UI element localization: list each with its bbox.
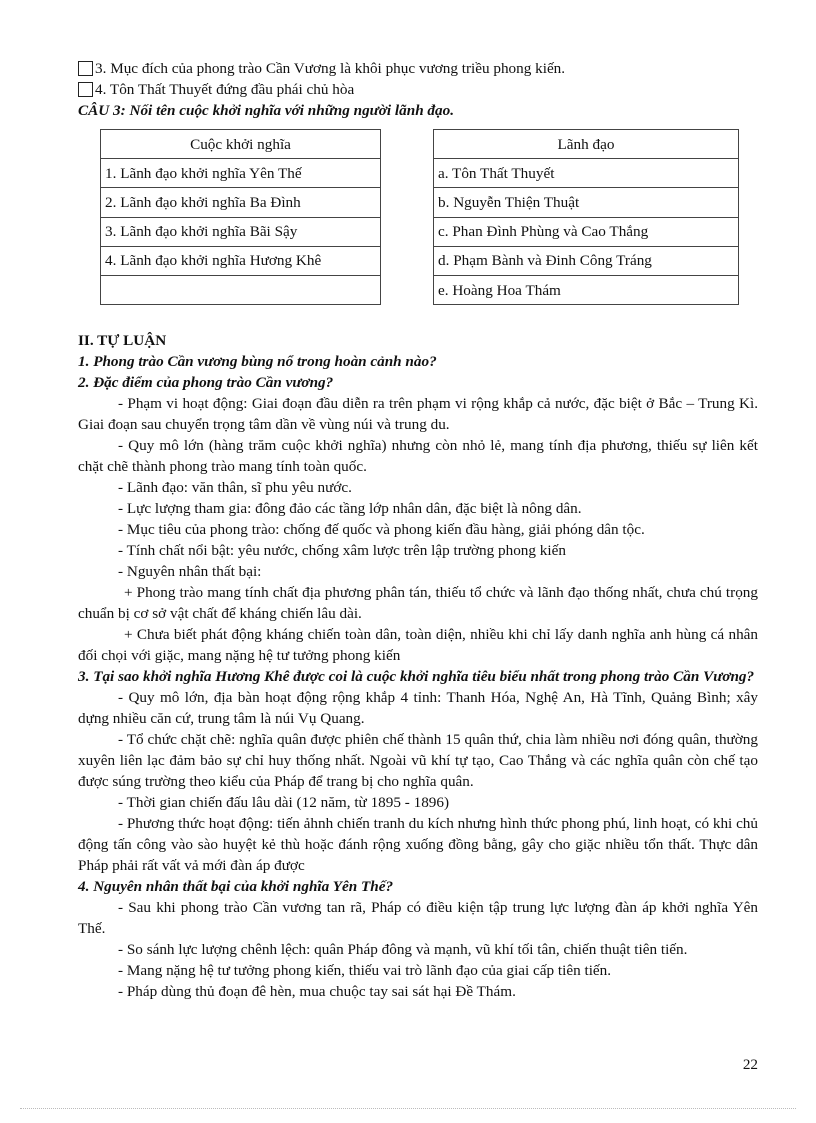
leader-row: c. Phan Đình Phùng và Cao Thắng [434, 217, 739, 246]
option-4 [78, 79, 758, 100]
leader-header: Lãnh đạo [434, 130, 739, 159]
page-number: 22 [742, 1056, 758, 1073]
essay-question-1: 1. Phong trào Cần vương bùng nổ trong hoàn cảnh nào? [78, 353, 437, 370]
answer-paragraph: - Lực lượng tham gia: đông đảo các tầng lớp nhân dân, đặc biệt là nông dân. [118, 500, 582, 517]
uprising-table [100, 129, 381, 305]
question-3-title: CÂU 3: Nối tên cuộc khởi nghĩa với những người lãnh đạo. [78, 102, 455, 119]
answer-paragraph: - Thời gian chiến đấu lâu dài (12 năm, từ 1895 - 1896) [118, 794, 450, 811]
document-page [78, 58, 758, 1002]
matching-tables [78, 121, 758, 313]
answer-paragraph: - Lãnh đạo: văn thân, sĩ phu yêu nước. [118, 479, 352, 496]
uprising-row: 2. Lãnh đạo khởi nghĩa Ba Đình [101, 188, 381, 217]
leader-row: e. Hoàng Hoa Thám [434, 275, 739, 304]
answer-paragraph: - Sau khi phong trào Cần vương tan rã, Pháp có điều kiện tập trung lực lượng đàn áp khởi nghĩa Yên Thế. [78, 899, 758, 937]
answer-paragraph: - Mang nặng hệ tư tưởng phong kiến, thiếu vai trò lãnh đạo của giai cấp tiên tiến. [118, 962, 612, 979]
essay-question-3: 3. Tại sao khởi nghĩa Hương Khê được coi là cuộc khởi nghĩa tiêu biểu nhất trong phong trào Cần Vương? [78, 668, 755, 685]
leader-row: a. Tôn Thất Thuyết [434, 159, 739, 188]
answer-paragraph: - Tính chất nổi bật: yêu nước, chống xâm lược trên lập trường phong kiến [118, 542, 566, 559]
answer-paragraph: - Mục tiêu của phong trào: chống đế quốc và phong kiến đầu hàng, giải phóng dân tộc. [118, 521, 645, 538]
uprising-row: 4. Lãnh đạo khởi nghĩa Hương Khê [101, 246, 381, 275]
leader-table [433, 129, 739, 305]
answer-paragraph: + Phong trào mang tính chất địa phương phân tán, thiếu tổ chức và lãnh đạo thống nhất, chưa chú trọng chuẩn bị cơ sở vật chất để kháng chiến lâu dài. [78, 584, 758, 622]
answer-paragraph: - Phạm vi hoạt động: Giai đoạn đầu diễn ra trên phạm vi rộng khắp cả nước, đặc biệt ở Bắc – Trung Kì. Giai đoạn sau chuyển trọng tâm dần về vùng núi và trung du. [78, 395, 758, 433]
answer-paragraph: - Tổ chức chặt chẽ: nghĩa quân được phiên chế thành 15 quân thứ, chia làm nhiều nơi đóng quân, thường xuyên liên lạc đảm bảo sự chỉ huy thống nhất. Ngoài vũ khí tự tạo, Cao Thắng và các nghĩa quân còn chế tạo được súng trường theo kiểu của Pháp để trang bị cho nghĩa quân. [78, 731, 758, 790]
checkbox-option-3[interactable] [78, 61, 93, 76]
checkbox-option-4[interactable] [78, 82, 93, 97]
footer-divider [20, 1108, 796, 1109]
answer-paragraph: - So sánh lực lượng chênh lệch: quân Pháp đông và mạnh, vũ khí tối tân, chiến thuật tiên tiến. [118, 941, 688, 958]
leader-row: d. Phạm Bành và Đinh Công Tráng [434, 246, 739, 275]
uprising-header: Cuộc khởi nghĩa [101, 130, 381, 159]
option-4-text: 4. Tôn Thất Thuyết đứng đầu phái chủ hòa [95, 81, 355, 98]
answer-paragraph: - Phương thức hoạt động: tiến ảhnh chiến tranh du kích nhưng hình thức phong phú, linh hoạt, có khi chủ động tấn công vào sào huyệt kẻ thù hoặc đánh rộng xuống đồng bằng, gây cho giặc nhiều tổn thất. Thực dân Pháp phải rất vất vả mới đàn áp được [78, 815, 758, 874]
option-3-text: 3. Mục đích của phong trào Cần Vương là khôi phục vương triều phong kiến. [95, 60, 566, 77]
leader-row: b. Nguyễn Thiện Thuật [434, 188, 739, 217]
essay-question-2: 2. Đặc điểm của phong trào Cần vương? [78, 374, 334, 391]
section-title: II. TỰ LUẬN [78, 332, 167, 349]
uprising-row: 3. Lãnh đạo khởi nghĩa Bãi Sậy [101, 217, 381, 246]
essay-question-4: 4. Nguyên nhân thất bại của khởi nghĩa Yên Thế? [78, 878, 394, 895]
answer-paragraph: - Pháp dùng thủ đoạn đê hèn, mua chuộc tay sai sát hại Đề Thám. [118, 983, 516, 1000]
answer-paragraph: - Nguyên nhân thất bại: [118, 563, 262, 580]
answer-paragraph: - Quy mô lớn, địa bàn hoạt động rộng khắp 4 tỉnh: Thanh Hóa, Nghệ An, Hà Tĩnh, Quảng Bình; xây dựng nhiều căn cứ, trung tâm là núi Vụ Quang. [78, 689, 758, 727]
uprising-row [101, 275, 381, 304]
uprising-row: 1. Lãnh đạo khởi nghĩa Yên Thế [101, 159, 381, 188]
answer-paragraph: + Chưa biết phát động kháng chiến toàn dân, toàn diện, nhiều khi chỉ lấy danh nghĩa anh hùng cá nhân đối chọi với giặc, mang nặng hệ tư tưởng phong kiến [78, 626, 758, 664]
option-3 [78, 58, 758, 79]
answer-paragraph: - Quy mô lớn (hàng trăm cuộc khởi nghĩa) nhưng còn nhỏ lẻ, mang tính địa phương, thiếu sự liên kết chặt chẽ thành phong trào mang tính toàn quốc. [78, 437, 758, 475]
